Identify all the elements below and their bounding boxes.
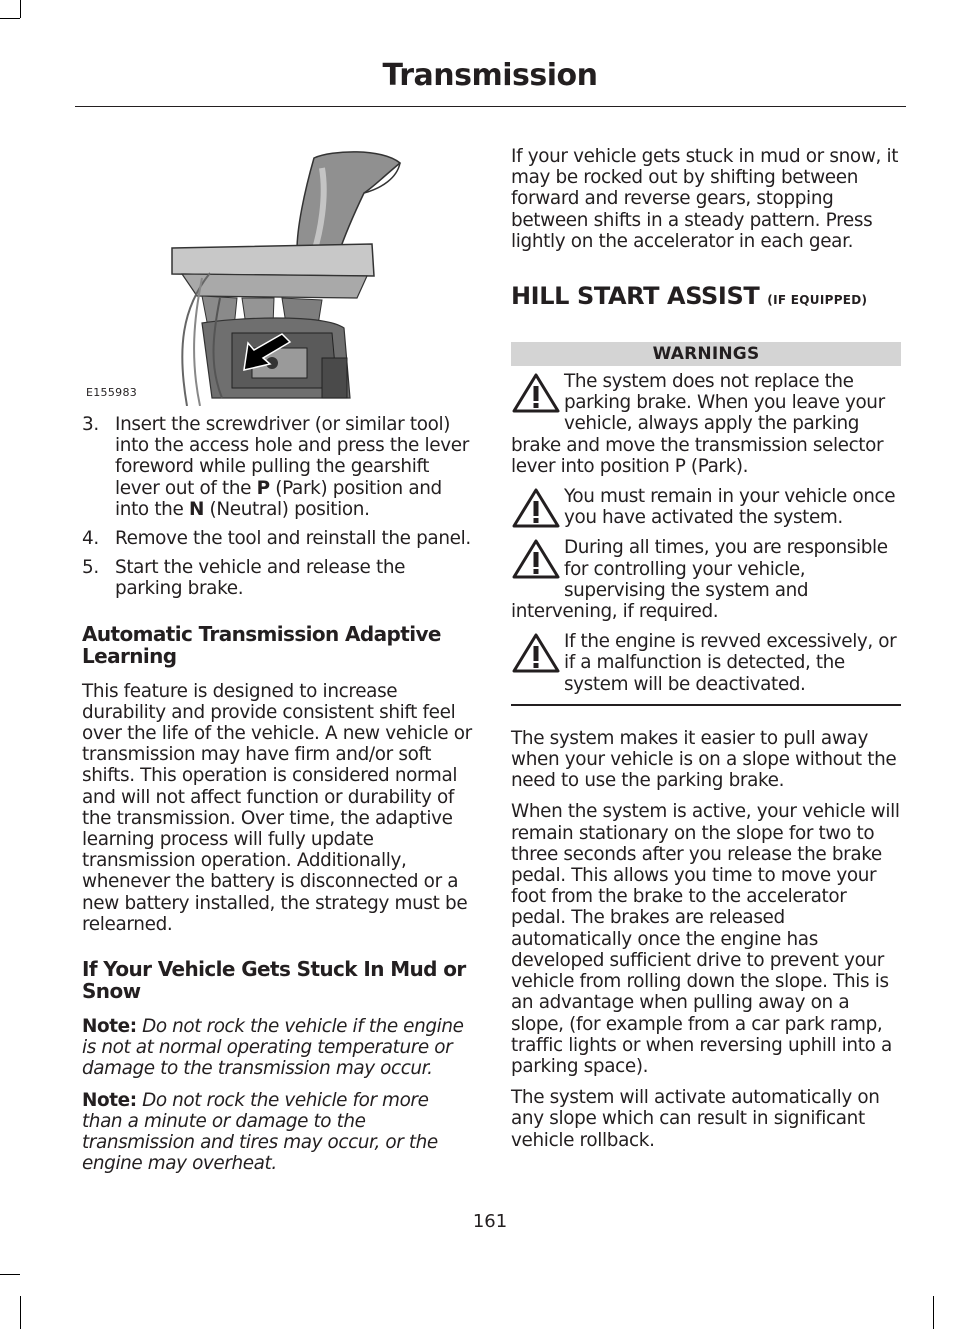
warning-icon [511, 486, 564, 530]
note-label: Note: [82, 1016, 137, 1038]
list-item [82, 414, 472, 520]
note [82, 1016, 472, 1080]
figure-id: E155983 [86, 386, 138, 399]
step-text-part: (Neutral) position. [204, 498, 370, 520]
list-item [82, 557, 472, 599]
warnings-header: WARNINGS [511, 342, 901, 366]
step-number: 3. [82, 414, 99, 435]
page-number: 161 [472, 1211, 508, 1232]
warning-icon [511, 371, 564, 415]
warning-item [511, 486, 901, 528]
warning-item [511, 371, 901, 477]
warning-text: You must remain in your vehicle once you have activated the system. [564, 486, 896, 529]
stuck-text: If your vehicle gets stuck in mud or snow, it may be rocked out by shifting between forward and reverse gears, stopping between shifts in a steady pattern. Press lightly on the accelerator in each gear. [511, 146, 899, 252]
warning-icon [511, 631, 564, 675]
list-item [82, 528, 472, 549]
hill-start-title: HILL START ASSIST [511, 282, 760, 311]
warning-item [511, 537, 901, 622]
crop-mark [20, 1296, 21, 1329]
park-gear: P [256, 477, 270, 499]
right-column [511, 146, 901, 1151]
warning-item [511, 631, 901, 695]
crop-mark [0, 1274, 20, 1275]
step-text: Start the vehicle and release the parking brake. [115, 557, 406, 600]
title-divider [75, 106, 906, 107]
warning-text: The system does not replace the parking brake. When you leave your vehicle, always apply the parking brake and move the transmission selector lever into position P (Park). [511, 371, 885, 477]
left-column [82, 148, 472, 1174]
gearshift-panel-image [82, 148, 472, 406]
page-title: Transmission [382, 58, 598, 93]
hill-start-text: The system makes it easier to pull away when your vehicle is on a slope without the need to use the parking brake. [511, 727, 897, 792]
crop-mark [0, 18, 20, 19]
step-number: 5. [82, 557, 99, 579]
adaptive-learning-heading: Automatic Transmission Adaptive Learning [82, 621, 441, 668]
step-text [115, 414, 472, 520]
hill-start-text: When the system is active, your vehicle will remain stationary on the slope for two to three seconds after you release the brake pedal. This allows you time to move your foot from the brake to the accelerator pedal. The brakes are released automatically once the engine has developed sufficient drive to prevent your vehicle from rolling down the slope. This is an advantage when pulling away on a slope, (for example from a car park ramp, traffic lights or when reversing uphill into a parking space). [511, 801, 900, 1077]
note-text: Do not rock the vehicle if the engine is not at normal operating temperature or damage to the transmission may occur. [82, 1016, 464, 1080]
hill-start-text: The system will activate automatically on any slope which can result in significant vehicle rollback. [511, 1087, 880, 1151]
step-text-part: Insert the screwdriver (or similar tool) into the access hole and press the lever foreword while pulling the gearshift lever out of the [115, 414, 469, 499]
neutral-gear: N [188, 498, 204, 520]
stuck-heading: If Your Vehicle Gets Stuck In Mud or Snow [82, 957, 466, 1004]
warning-icon [511, 537, 564, 581]
hill-start-heading [511, 282, 901, 314]
step-number: 4. [82, 528, 99, 550]
note-label: Note: [82, 1089, 137, 1111]
warnings-divider [511, 704, 901, 706]
note-text: Do not rock the vehicle for more than a minute or damage to the transmission and tires may occur, or the engine may overheat. [82, 1089, 438, 1175]
warning-text: If the engine is revved excessively, or if a malfunction is detected, the system will be deactivated. [564, 631, 897, 695]
adaptive-learning-text: This feature is designed to increase durability and provide consistent shift feel over the life of the vehicle. A new vehicle or transmission may have firm and/or soft shifts. This operation is considered normal and will not affect function or durability of the transmission. Over time, the adaptive learning process will fully update transmission operation. Additionally, whenever the battery is disconnected or a new battery installed, the strategy must be relearned. [82, 680, 472, 935]
warning-text: During all times, you are responsible for controlling your vehicle, supervising the system and intervening, if required. [511, 537, 888, 623]
equipped-qualifier: (IF EQUIPPED) [767, 293, 868, 308]
crop-mark [20, 0, 21, 18]
step-text: Remove the tool and reinstall the panel. [115, 528, 471, 550]
gearshift-illustration [82, 148, 472, 406]
note [82, 1090, 472, 1175]
step-list [82, 414, 472, 600]
crop-mark [933, 1296, 934, 1329]
step-text-part: (Park) position and into the [115, 477, 442, 520]
